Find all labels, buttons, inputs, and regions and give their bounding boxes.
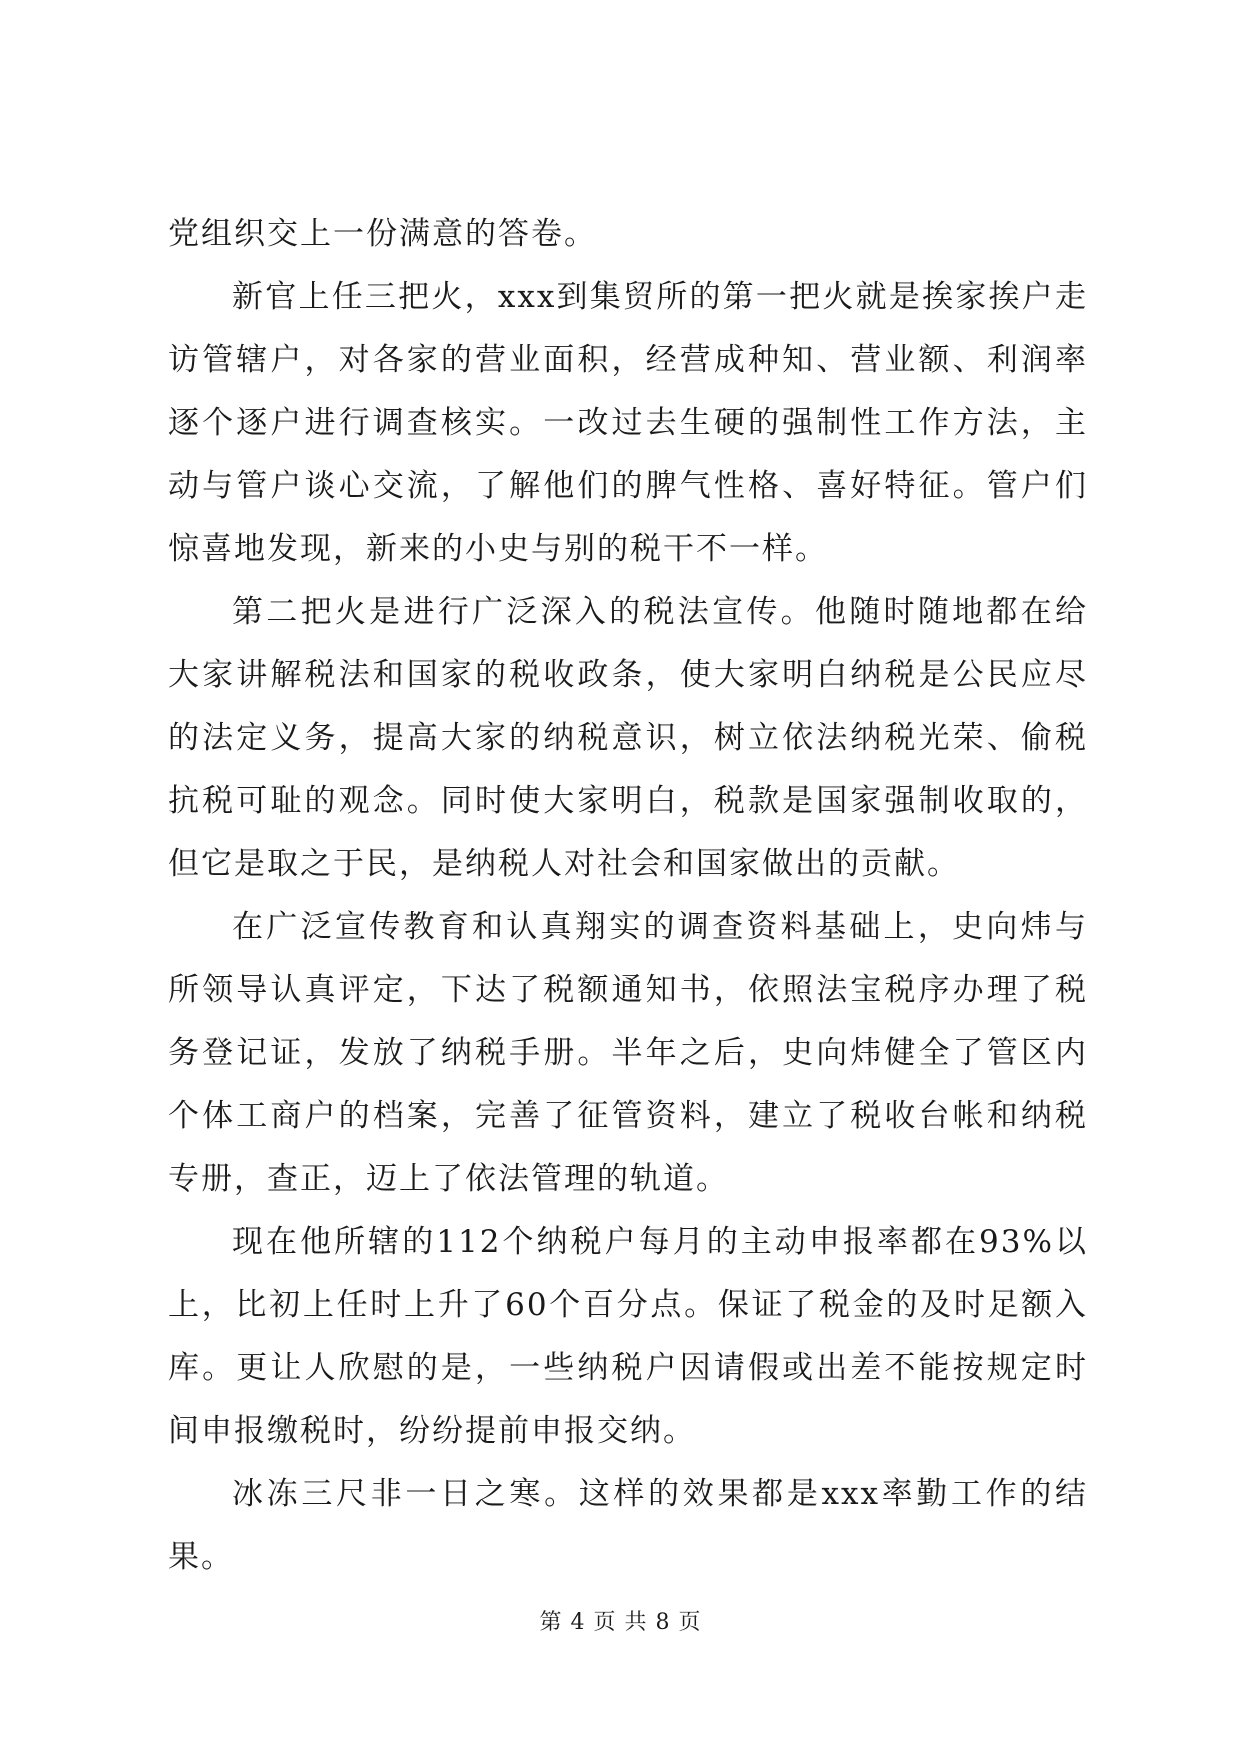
paragraph-conclusion: 冰冻三尺非一日之寒。这样的效果都是xxx率勤工作的结果。 bbox=[168, 1476, 1088, 1575]
document-body bbox=[168, 203, 1088, 1589]
paragraph-declaration-rate: 现在他所辖的112个纳税户每月的主动申报率都在93%以上，比初上任时上升了60个百分点。保证了税金的及时足额入库。更让人欣慰的是，一些纳税户因请假或出差不能按规定时间申报缴税时，纷纷提前申报交纳。 bbox=[168, 1224, 1088, 1449]
paragraph-three-fires: 新官上任三把火，xxx到集贸所的第一把火就是挨家挨户走访管辖户，对各家的营业面积，经营成种知、营业额、利润率逐个逐户进行调查核实。一改过去生硬的强制性工作方法，主动与管户谈心交流，了解他们的脾气性格、喜好特征。管户们惊喜地发现，新来的小史与别的税干不一样。 bbox=[168, 279, 1088, 567]
paragraph-continuation: 党组织交上一份满意的答卷。 bbox=[168, 216, 597, 252]
paragraph-tax-law-promotion: 第二把火是进行广泛深入的税法宣传。他随时随地都在给大家讲解税法和国家的税收政条，使大家明白纳税是公民应尽的法定义务，提高大家的纳税意识，树立依法纳税光荣、偷税抗税可耻的观念。同时使大家明白，税款是国家强制收取的，但它是取之于民，是纳税人对社会和国家做出的贡献。 bbox=[168, 594, 1088, 882]
paragraph-tax-registration: 在广泛宣传教育和认真翔实的调查资料基础上，史向炜与所领导认真评定，下达了税额通知书，依照法宝税序办理了税务登记证，发放了纳税手册。半年之后，史向炜健全了管区内个体工商户的档案，完善了征管资料，建立了税收台帐和纳税专册，查正，迈上了依法管理的轨道。 bbox=[168, 909, 1088, 1197]
page-number-footer: 第 4 页 共 8 页 bbox=[539, 1610, 702, 1635]
